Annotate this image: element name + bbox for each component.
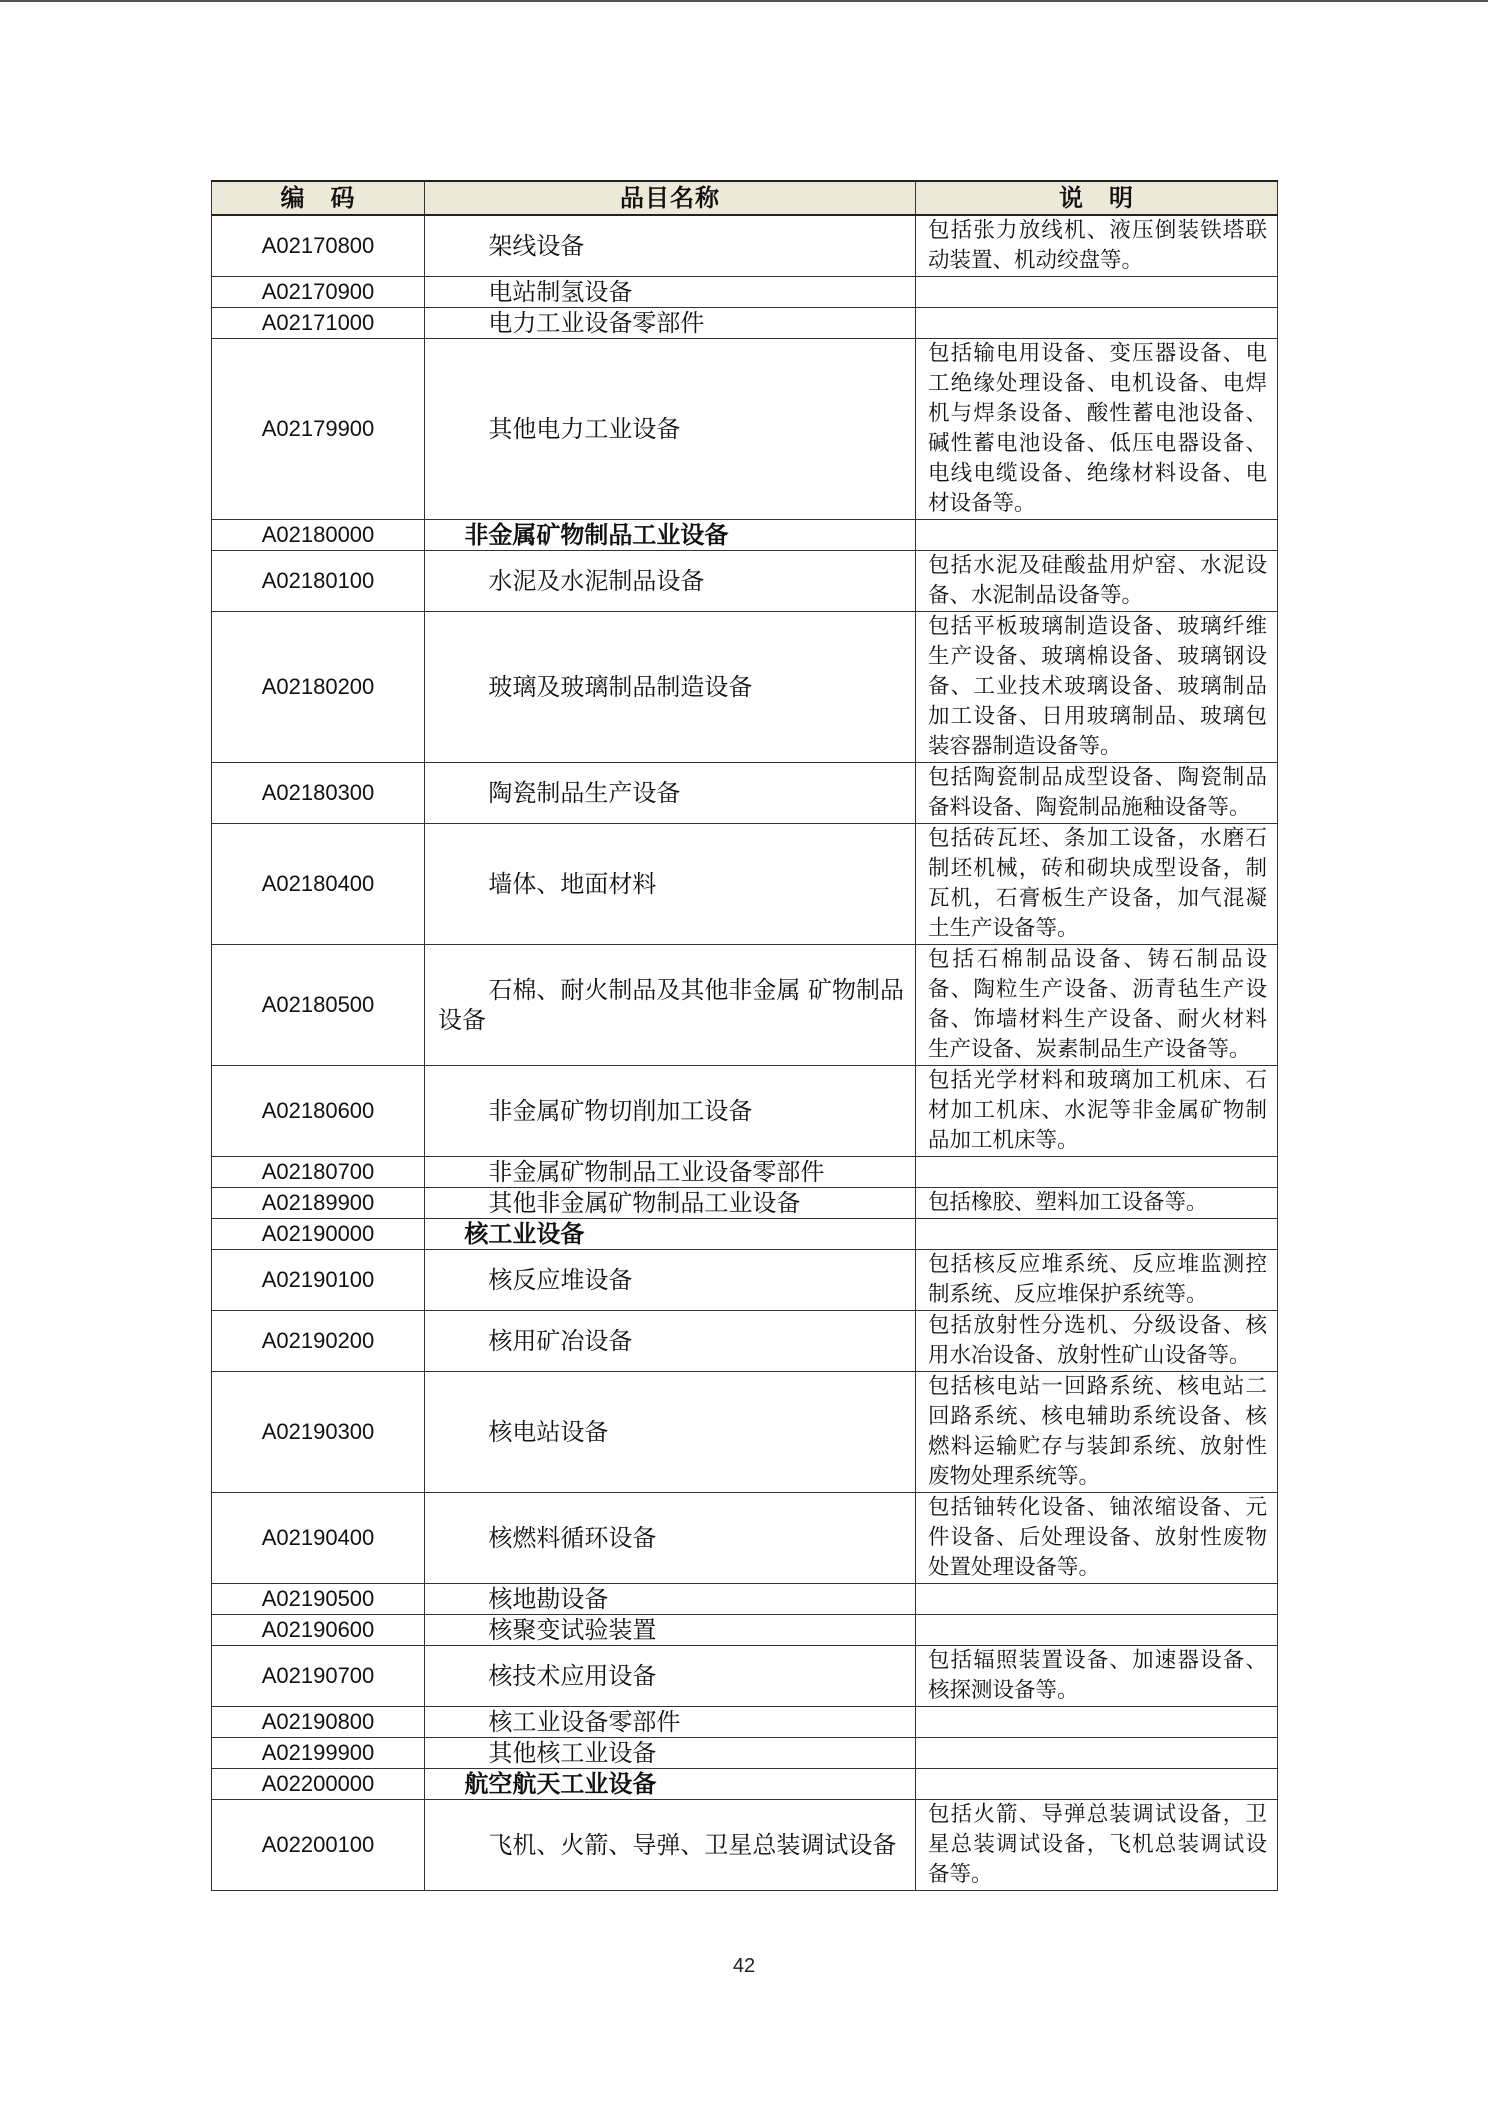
item-name: 架线设备 (425, 215, 916, 277)
item-description: 包括输电用设备、变压器设备、电工绝缘处理设备、电机设备、电焊机与焊条设备、酸性蓄电池设备、碱性蓄电池设备、低压电器设备、电线电缆设备、绝缘材料设备、电材设备等。 (916, 339, 1278, 520)
table-row (212, 824, 1278, 945)
item-name: 核聚变试验装置 (425, 1615, 916, 1646)
item-code: A02190200 (212, 1311, 425, 1372)
item-code: A02170900 (212, 277, 425, 308)
item-code: A02180300 (212, 763, 425, 824)
item-code: A02180600 (212, 1066, 425, 1157)
item-description (916, 1707, 1278, 1738)
item-name: 非金属矿物制品工业设备 (425, 520, 916, 551)
header-name: 品目名称 (425, 181, 916, 215)
item-name: 陶瓷制品生产设备 (425, 763, 916, 824)
table-row (212, 1372, 1278, 1493)
item-code: A02180500 (212, 945, 425, 1066)
item-code: A02180100 (212, 551, 425, 612)
item-name: 其他核工业设备 (425, 1738, 916, 1769)
item-description (916, 1157, 1278, 1188)
item-description (916, 1738, 1278, 1769)
item-description: 包括核反应堆系统、反应堆监测控制系统、反应堆保护系统等。 (916, 1250, 1278, 1311)
item-code: A02200100 (212, 1800, 425, 1891)
item-name: 核电站设备 (425, 1372, 916, 1493)
item-description: 包括水泥及硅酸盐用炉窑、水泥设备、水泥制品设备等。 (916, 551, 1278, 612)
item-description: 包括核电站一回路系统、核电站二回路系统、核电辅助系统设备、核燃料运输贮存与装卸系统、放射性废物处理系统等。 (916, 1372, 1278, 1493)
table-row (212, 1707, 1278, 1738)
table-row (212, 551, 1278, 612)
item-description: 包括砖瓦坯、条加工设备，水磨石制坯机械，砖和砌块成型设备，制瓦机，石膏板生产设备，加气混凝土生产设备等。 (916, 824, 1278, 945)
table-header-row (212, 181, 1278, 215)
table-body (212, 215, 1278, 1891)
item-name: 航空航天工业设备 (425, 1769, 916, 1800)
item-description: 包括张力放线机、液压倒装铁塔联动装置、机动绞盘等。 (916, 215, 1278, 277)
item-description: 包括陶瓷制品成型设备、陶瓷制品备料设备、陶瓷制品施釉设备等。 (916, 763, 1278, 824)
item-code: A02200000 (212, 1769, 425, 1800)
item-description: 包括铀转化设备、铀浓缩设备、元件设备、后处理设备、放射性废物处置处理设备等。 (916, 1493, 1278, 1584)
table-row (212, 1646, 1278, 1707)
item-description: 包括平板玻璃制造设备、玻璃纤维生产设备、玻璃棉设备、玻璃钢设备、工业技术玻璃设备、玻璃制品加工设备、日用玻璃制品、玻璃包装容器制造设备等。 (916, 612, 1278, 763)
header-code: 编 码 (212, 181, 425, 215)
item-code: A02170800 (212, 215, 425, 277)
table-row (212, 1250, 1278, 1311)
item-description (916, 277, 1278, 308)
table-row (212, 1800, 1278, 1891)
table-row (212, 520, 1278, 551)
table-row (212, 215, 1278, 277)
item-name: 水泥及水泥制品设备 (425, 551, 916, 612)
item-description (916, 1769, 1278, 1800)
table-row (212, 1066, 1278, 1157)
item-name: 核工业设备 (425, 1219, 916, 1250)
item-description (916, 308, 1278, 339)
item-name: 玻璃及玻璃制品制造设备 (425, 612, 916, 763)
item-code: A02171000 (212, 308, 425, 339)
table-row (212, 1188, 1278, 1219)
table-row (212, 339, 1278, 520)
table-row (212, 308, 1278, 339)
page-number: 42 (732, 1955, 756, 1977)
item-name: 核工业设备零部件 (425, 1707, 916, 1738)
item-name: 其他非金属矿物制品工业设备 (425, 1188, 916, 1219)
item-description: 包括石棉制品设备、铸石制品设备、陶粒生产设备、沥青毡生产设备、饰墙材料生产设备、耐火材料生产设备、炭素制品生产设备等。 (916, 945, 1278, 1066)
page-top-border (0, 0, 1488, 2)
item-name: 飞机、火箭、导弹、卫星总装调试设备 (425, 1800, 916, 1891)
item-description: 包括橡胶、塑料加工设备等。 (916, 1188, 1278, 1219)
item-code: A02190400 (212, 1493, 425, 1584)
table-row (212, 1493, 1278, 1584)
item-code: A02190700 (212, 1646, 425, 1707)
table-row (212, 1738, 1278, 1769)
table-row (212, 612, 1278, 763)
table-row (212, 945, 1278, 1066)
item-description: 包括放射性分选机、分级设备、核用水冶设备、放射性矿山设备等。 (916, 1311, 1278, 1372)
item-name: 电力工业设备零部件 (425, 308, 916, 339)
table-row (212, 1311, 1278, 1372)
item-name: 核技术应用设备 (425, 1646, 916, 1707)
item-code: A02190300 (212, 1372, 425, 1493)
table-row (212, 1615, 1278, 1646)
table-row (212, 763, 1278, 824)
item-code: A02180700 (212, 1157, 425, 1188)
item-description: 包括辐照装置设备、加速器设备、核探测设备等。 (916, 1646, 1278, 1707)
item-code: A02190600 (212, 1615, 425, 1646)
item-code: A02190500 (212, 1584, 425, 1615)
item-description: 包括火箭、导弹总装调试设备，卫星总装调试设备，飞机总装调试设备等。 (916, 1800, 1278, 1891)
table-row (212, 1584, 1278, 1615)
item-name: 核地勘设备 (425, 1584, 916, 1615)
item-code: A02189900 (212, 1188, 425, 1219)
item-name: 非金属矿物切削加工设备 (425, 1066, 916, 1157)
item-name: 其他电力工业设备 (425, 339, 916, 520)
item-name: 电站制氢设备 (425, 277, 916, 308)
item-code: A02180200 (212, 612, 425, 763)
item-code: A02180000 (212, 520, 425, 551)
item-description (916, 1584, 1278, 1615)
catalog-table (211, 180, 1278, 1891)
item-description (916, 520, 1278, 551)
table-row (212, 277, 1278, 308)
table-row (212, 1219, 1278, 1250)
item-name: 核用矿冶设备 (425, 1311, 916, 1372)
item-name: 核反应堆设备 (425, 1250, 916, 1311)
item-description (916, 1615, 1278, 1646)
table-row (212, 1157, 1278, 1188)
item-name: 非金属矿物制品工业设备零部件 (425, 1157, 916, 1188)
item-code: A02190100 (212, 1250, 425, 1311)
table-row (212, 1769, 1278, 1800)
item-code: A02180400 (212, 824, 425, 945)
item-code: A02199900 (212, 1738, 425, 1769)
header-desc: 说 明 (916, 181, 1278, 215)
item-code: A02179900 (212, 339, 425, 520)
item-name: 墙体、地面材料 (425, 824, 916, 945)
item-description (916, 1219, 1278, 1250)
item-code: A02190800 (212, 1707, 425, 1738)
item-code: A02190000 (212, 1219, 425, 1250)
item-description: 包括光学材料和玻璃加工机床、石材加工机床、水泥等非金属矿物制品加工机床等。 (916, 1066, 1278, 1157)
item-name: 核燃料循环设备 (425, 1493, 916, 1584)
item-name: 石棉、耐火制品及其他非金属 矿物制品设备 (425, 945, 916, 1066)
